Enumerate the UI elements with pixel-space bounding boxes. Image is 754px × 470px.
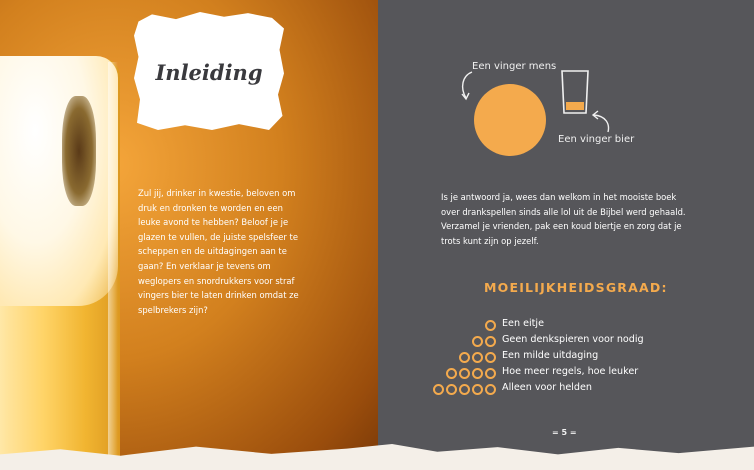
circle-icon: [485, 368, 496, 379]
difficulty-level-4: [430, 366, 680, 380]
foam-detail: [62, 96, 96, 206]
difficulty-level-2: [430, 334, 680, 348]
rating-dots: [485, 320, 496, 331]
circle-icon: [459, 384, 470, 395]
rating-dots: [433, 384, 496, 395]
body-paragraph: Is je antwoord ja, wees dan welkom in het mooiste boek over drankspellen sinds alle lol uit de Bijbel werd gehaald. Verzamel je vrienden, pak een koud biertje en zorg dat je trots kunt zijn op jezelf.: [441, 192, 686, 246]
circle-icon: [485, 384, 496, 395]
circle-icon: [485, 352, 496, 363]
difficulty-label: Hoe meer regels, hoe leuker: [502, 366, 639, 377]
rating-dots: [446, 368, 496, 379]
difficulty-heading: MOEILIJKHEIDSGRAAD:: [484, 280, 668, 295]
difficulty-level-3: [430, 350, 680, 364]
circle-icon: [472, 336, 483, 347]
circle-icon: [472, 384, 483, 395]
circle-icon: [446, 384, 457, 395]
finger-beer-label: Een vinger bier: [558, 134, 635, 145]
circle-icon: [472, 352, 483, 363]
circle-icon: [485, 336, 496, 347]
beer-glass-icon: [560, 69, 590, 115]
circle-icon: [472, 368, 483, 379]
curved-arrow-icon: [458, 70, 478, 104]
circle-icon: [485, 320, 496, 331]
rating-dots: [459, 352, 496, 363]
difficulty-level-5: [430, 382, 680, 396]
beer-foam: [0, 56, 118, 306]
curved-arrow-icon: [590, 110, 614, 136]
circle-icon: [446, 368, 457, 379]
intro-paragraph: Zul jij, drinker in kwestie, beloven om druk en dronken te worden en een leuke avond te hebben? Beloof je je glazen te vullen, de juiste spelsfeer te scheppen en de uitdagingen aan te gaan? En verklaar je tevens om weglopers en snordrukkers voor straf vingers bier te laten drinken omdat ze spelbrekers zijn?: [138, 188, 299, 315]
difficulty-level-1: [430, 318, 680, 332]
finger-person-label: Een vinger mens: [472, 61, 557, 72]
finger-person-circle: [474, 84, 546, 156]
difficulty-label: Alleen voor helden: [502, 382, 592, 393]
page-title: Inleiding: [155, 60, 263, 85]
difficulty-label: Geen denkspieren voor nodig: [502, 334, 644, 345]
difficulty-label: Een eitje: [502, 318, 544, 329]
circle-icon: [459, 352, 470, 363]
glass-highlight: [108, 62, 118, 462]
page-number: = 5 =: [552, 428, 577, 437]
circle-icon: [433, 384, 444, 395]
circle-icon: [459, 368, 470, 379]
rating-dots: [472, 336, 496, 347]
difficulty-label: Een milde uitdaging: [502, 350, 599, 361]
